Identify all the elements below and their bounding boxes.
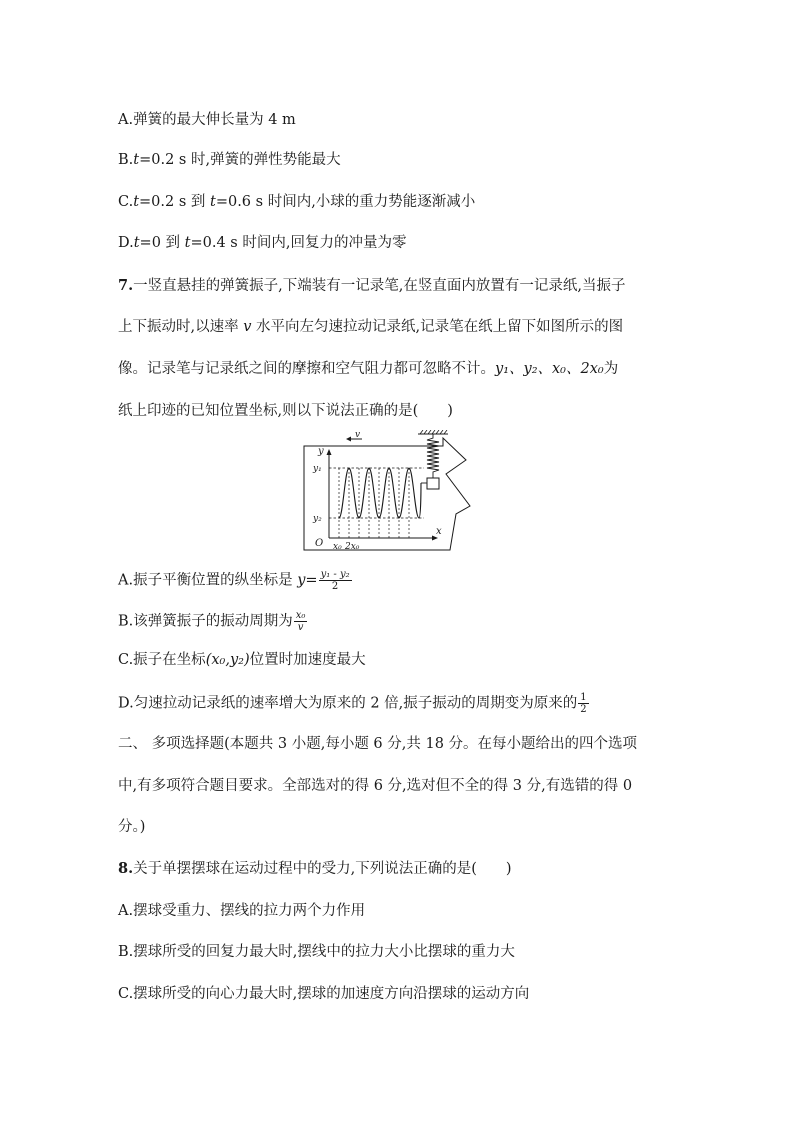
q8-option-c: C.摆球所受的向心力最大时,摆球的加速度方向沿摆球的运动方向 — [118, 986, 530, 1002]
q7-option-b: B.该弹簧振子的振动周期为 $\frac{\text{x₀}}{v}$ — [118, 610, 306, 633]
q7-stem-line-3: 像。记录笔与记录纸之间的摩擦和空气阻力都可忽略不计。y₁、y₂、x₀、2x₀为 — [118, 361, 619, 377]
q8-stem: 8.关于单摆摆球在运动过程中的受力,下列说法正确的是( ) — [118, 860, 512, 877]
section2-heading-line-1: 二、 多项选择题(本题共 3 小题,每小题 6 分,共 18 分。在每小题给出的四个选项 — [118, 736, 638, 752]
q6-option-c: C.t=0.2 s 到 t=0.6 s 时间内,小球的重力势能逐渐减小 — [118, 194, 476, 210]
q7-number: 7. — [118, 277, 134, 294]
q7-option-c: C.振子在坐标(x₀,y₂)位置时加速度最大 — [118, 652, 366, 668]
section2-heading-line-2: 中,有多项符合题目要求。全部选对的得 6 分,选对但不全的得 3 分,有选错的得 0 — [118, 778, 633, 794]
y-axis-label: y — [318, 446, 324, 457]
q8-option-a: A.摆球受重力、摆线的拉力两个力作用 — [118, 903, 366, 919]
q7-stem-line-4: 纸上印迹的已知位置坐标,则以下说法正确的是( ) — [118, 403, 453, 419]
oscillator-block — [427, 478, 439, 489]
q7-stem-line-1: 7.一竖直悬挂的弹簧振子,下端装有一记录笔,在竖直面内放置有一记录纸,当振子 — [118, 277, 626, 294]
q6-option-b: B.t=0.2 s 时,弹簧的弹性势能最大 — [118, 152, 341, 168]
spring-oscillator-figure — [300, 430, 480, 554]
q6-option-d: D.t=0 到 t=0.4 s 时间内,回复力的冲量为零 — [118, 235, 407, 251]
velocity-arrowhead — [346, 437, 351, 442]
q8-option-b: B.摆球所受的回复力最大时,摆线中的拉力大小比摆球的重力大 — [118, 944, 515, 960]
q7-option-a: A.振子平衡位置的纵坐标是 y= $\frac{\text{y₁ - y₂}}{2}$ — [118, 569, 350, 592]
velocity-label: v — [355, 430, 361, 440]
q6-option-a: A.弹簧的最大伸长量为 4 m — [118, 112, 296, 128]
spring-coil — [427, 434, 439, 478]
fraction-one-half: $\frac{1}{2}$ — [580, 692, 587, 715]
section2-heading-line-3: 分。) — [118, 819, 146, 835]
fraction-y1-minus-y2-over-2: $\frac{\text{y₁ - y₂}}{2}$ — [320, 569, 350, 592]
ceiling-hatch — [420, 430, 447, 434]
y2-label: y₂ — [313, 514, 322, 524]
x-axis-label: x — [436, 526, 442, 537]
fraction-x0-over-v: $\frac{\text{x₀}}{v}$ — [295, 610, 306, 633]
2x0-label: 2x₀ — [345, 542, 360, 552]
origin-label: O — [315, 538, 324, 549]
y-axis-arrowhead — [327, 449, 332, 455]
vertical-dashed-lines — [339, 468, 409, 538]
y1-label: y₁ — [313, 464, 322, 474]
q7-option-d: D.匀速拉动记录纸的速率增大为原来的 2 倍,振子振动的周期变为原来的 $\frac{1}{2}$ — [118, 692, 587, 715]
q8-number: 8. — [118, 860, 134, 877]
q7-stem-line-2: 上下振动时,以速率 v 水平向左匀速拉动记录纸,记录笔在纸上留下如图所示的图 — [118, 319, 624, 335]
x0-label: x₀ — [333, 542, 342, 552]
